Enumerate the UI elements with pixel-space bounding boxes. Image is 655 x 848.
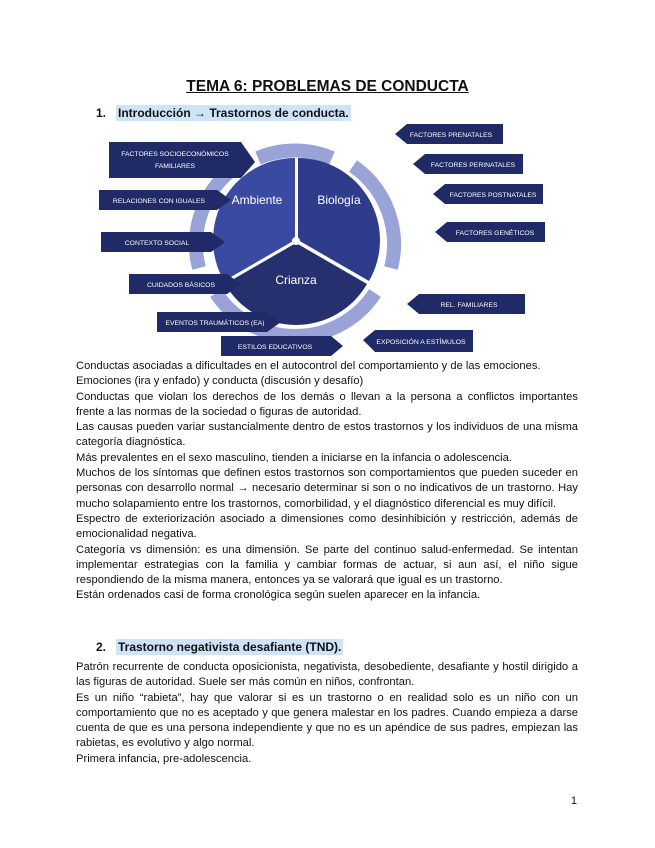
svg-text:CUIDADOS BÁSICOS: CUIDADOS BÁSICOS xyxy=(147,282,215,289)
svg-text:FACTORES GENÉTICOS: FACTORES GENÉTICOS xyxy=(455,230,535,237)
paragraph: Están ordenados casi de forma cronológica según suelen aparecer en la infancia. xyxy=(76,589,481,602)
section-2-body xyxy=(76,660,578,767)
paragraph: Primera infancia, pre-adolescencia. xyxy=(76,752,252,765)
section-2-heading xyxy=(96,640,343,654)
right-label-3 xyxy=(433,184,543,204)
svg-text:FACTORES PRENATALES: FACTORES PRENATALES xyxy=(409,132,493,139)
paragraph: Patrón recurrente de conducta oposicionista, negativista, desobediente, desafiante y hostil dirigido a las figuras de autoridad. Suele ser más común en niños, confrontan. xyxy=(76,661,578,689)
right-label-2 xyxy=(413,154,523,174)
biologia-label: Biología xyxy=(317,193,361,207)
svg-text:ESTILOS EDUCATIVOS: ESTILOS EDUCATIVOS xyxy=(237,344,313,351)
paragraph: Conductas que violan los derechos de los demás o llevan a la persona a conflictos importantes frente a las normas de la sociedad o figuras de autoridad. xyxy=(76,390,578,418)
bottom-label-estilos xyxy=(221,336,343,356)
svg-text:FACTORES SOCIOECONÓMICOS: FACTORES SOCIOECONÓMICOS xyxy=(121,151,229,158)
paragraph: Muchos de los síntomas que definen estos trastornos son comportamientos que pueden suceder en personas con desarrollo normal → necesario determinar si son o no indicativos de un trastorno. Hay mucho solapamiento entre los trastornos, comorbilidad, y el diagnóstico diferencial es muy difícil. xyxy=(76,467,578,510)
section-2-number: 2. xyxy=(96,640,107,654)
svg-text:EXPOSICIÓN A ESTÍMULOS: EXPOSICIÓN A ESTÍMULOS xyxy=(376,339,466,346)
bottom-label-cuidados xyxy=(129,274,241,294)
paragraph: Espectro de exteriorización asociado a dimensiones como desinhibición y restricción, además de emocionalidad negativa. xyxy=(76,512,578,541)
svg-text:FACTORES POSTNATALES: FACTORES POSTNATALES xyxy=(449,192,537,199)
svg-text:CONTEXTO SOCIAL: CONTEXTO SOCIAL xyxy=(124,240,190,247)
left-label-3 xyxy=(101,232,225,252)
right-label-4 xyxy=(435,222,545,242)
page-title: TEMA 6: PROBLEMAS DE CONDUCTA xyxy=(186,78,469,95)
factors-diagram xyxy=(95,118,545,358)
paragraph: Categoría vs dimensión: es una dimensión. Se parte del continuo salud-enfermedad. Se intentan implementar estrategias con la familia y cambiar formas de actuar, si aun así, el niño sigue respondiendo de la misma manera, entonces ya se valorará que igual es un trastorno. xyxy=(76,543,578,587)
paragraph: Conductas asociadas a dificultades en el autocontrol del comportamiento y de las emociones. xyxy=(76,360,541,372)
svg-text:RELACIONES CON IGUALES: RELACIONES CON IGUALES xyxy=(112,198,206,205)
page-number: 1 xyxy=(570,795,577,807)
paragraph: Más prevalentes en el sexo masculino, tienden a iniciarse en la infancia o adolescencia. xyxy=(76,451,512,464)
svg-text:FACTORES PERINATALES: FACTORES PERINATALES xyxy=(430,162,516,169)
left-label-2 xyxy=(99,190,231,210)
ambiente-label: Ambiente xyxy=(231,193,283,207)
paragraph: Es un niño “rabieta”, hay que valorar si es un trastorno o en realidad solo es un niño con un comportamiento que no es aceptado y que genera malestar en los padres. Cuando empieza a darse cuenta de que es una persona independiente y que no es un apéndice de sus padres, empiezan las rabietas, es evolutivo y algo normal. xyxy=(76,691,578,750)
svg-text:REL. FAMILIARES: REL. FAMILIARES xyxy=(440,302,498,309)
crianza-label: Crianza xyxy=(275,273,317,287)
paragraph: Las causas pueden variar sustancialmente dentro de estos trastornos y los individuos de una misma categoría diagnóstica. xyxy=(76,421,578,449)
section-2-title: Trastorno negativista desafiante (TND). xyxy=(118,640,342,654)
svg-text:FAMILIARES: FAMILIARES xyxy=(154,163,196,170)
section-1-title: Introducción → Trastornos de conducta. xyxy=(118,106,349,120)
bottom-label-exposicion xyxy=(363,330,473,352)
bottom-label-rel-familiares xyxy=(407,294,525,314)
right-label-1 xyxy=(395,124,503,144)
paragraph: Emociones (ira y enfado) y conducta (discusión y desafío) xyxy=(76,375,364,388)
section-1-body xyxy=(76,359,578,604)
bottom-label-eventos xyxy=(157,312,281,332)
section-1-number: 1. xyxy=(96,106,107,120)
svg-text:EVENTOS TRAUMÁTICOS (EA): EVENTOS TRAUMÁTICOS (EA) xyxy=(165,320,265,327)
left-label-1 xyxy=(109,142,255,178)
